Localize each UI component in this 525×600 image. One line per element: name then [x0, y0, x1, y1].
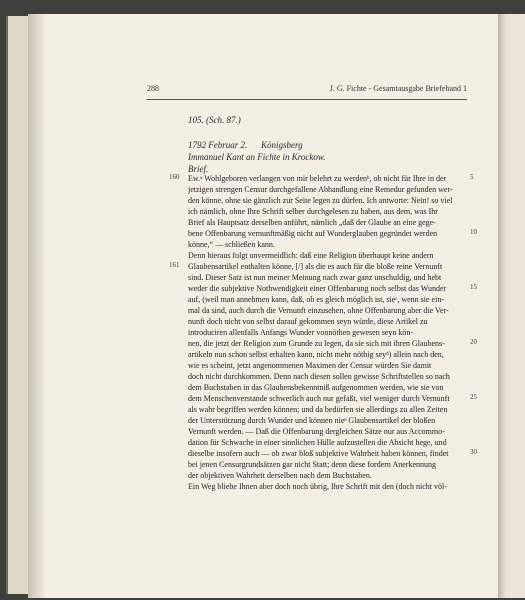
letter-from-to: Immanuel Kant an Fichte in Krockow. [188, 152, 326, 162]
text-line: Vernunft werden. — Daß die Offenbarung dergleichen Sätze nur aus Accommo- [188, 427, 445, 436]
margin-number-left: 161 [169, 261, 180, 269]
text-line: artikeln nun schon selbst erhalten kann, nicht mehr nöthig seyᵈ) allein nach den, [188, 350, 444, 359]
text-line: nen, die jetzt der Religion zum Grunde zu legen, da sie sich mit ihren Glaubens- [188, 339, 445, 348]
text-line: Brief als Hauptsatz derselben anführt, nämlich „daß der Glaube an eine gege- [188, 218, 436, 227]
page-number: 288 [147, 84, 159, 93]
text-line: den könne, ohne sie gänzlich zur Seite legen zu dürfen. Ich antworte: Nein! so viel [188, 196, 453, 205]
letter-type: Brief. [188, 164, 209, 174]
facing-page [498, 14, 525, 598]
text-line: Ein Weg bliebe Ihnen aber doch noch übrig, Ihre Schrift mit den (doch nicht völ- [188, 482, 447, 491]
letter-meta [188, 139, 325, 175]
text-line: der objektiven Wahrheit derselben nach dem Buchstaben. [188, 471, 372, 480]
margin-number-left: 160 [169, 173, 180, 181]
running-header [147, 84, 467, 98]
text-line: auf, (weil man annehmen kann, daß, ob es gleich möglich ist, sieᶜ, wenn sie ein- [188, 295, 444, 304]
text-line: nunft doch nicht von selbst darauf gekommen seyn würde, diese Artikel zu [188, 317, 428, 326]
margin-number-right: 20 [470, 338, 477, 346]
text-line: Ew.ᵃ Wohlgeboren verlangen von mir belehrt zu werdenᵇ, ob nicht für Ihre in der [188, 174, 447, 183]
text-line: jetzigen strengen Censur durchgefallene Abhandlung eine Remedur gefunden wer- [188, 185, 453, 194]
text-line: dem Menschenverstande schwerlich auch nur gefaßt, viel weniger durch Vernunft [188, 394, 450, 403]
text-line: wie es scheint, jetzt angenommenen Maximen der Censur würden Sie damit [188, 361, 432, 370]
text-line: weder die subjektive Nothwendigkeit einer Offenbarung noch selbst das Wunder [188, 284, 447, 293]
text-line: ich nämlich, ohne Ihre Schrift selber durchgelesen zu haben, aus dem, was Ihr [188, 207, 438, 216]
page-stack-edge [6, 16, 30, 594]
margin-number-right: 10 [470, 228, 477, 236]
margin-number-right: 15 [470, 283, 477, 291]
text-line: Denn hieraus folgt unvermeidlich: daß eine Religion überhaupt keine andern [188, 251, 434, 260]
running-title: J. G. Fichte - Gesamtausgabe Briefeband 1 [329, 84, 467, 93]
text-line: mal da sind, auch durch die Vernunft einzusehen, ohne Offenbarung aber die Ver- [188, 306, 449, 315]
text-line: als wahr begriffen werden können; und da bedürfen sie allerdings zu allen Zeiten [188, 405, 448, 414]
text-line: bene Offenbarung vernunftmäßig nicht auf Wunderglauben gegründet werden [188, 229, 438, 238]
letter-date: 1792 Februar 2. [188, 140, 248, 150]
text-line: doch nicht durchkommen. Denn nach diesen sollen gewisse Schriftstellen so nach [188, 372, 450, 381]
letter-body [188, 173, 466, 492]
margin-number-right: 30 [470, 448, 477, 456]
margin-number-right: 25 [470, 393, 477, 401]
text-line: der Unterstützung durch Wunder und können nieᵉ Glaubensartikel der bloßen [188, 416, 436, 425]
text-line: introduciren allenfalls Anfangs Wunder vonnöthen gewesen seyn kön- [188, 328, 414, 337]
margin-number-right: 5 [470, 173, 474, 181]
text-line: sind. Dieser Satz ist nun meiner Meinung nach zwar ganz unschuldig, und hebt [188, 273, 442, 282]
text-line: dem Buchstaben in das Glaubensbekenntniß aufgenommen werden, wie sie von [188, 383, 444, 392]
text-line: bei jenen Censurgrundsätzen gar nicht Statt; denn diese fordern Anerkennung [188, 460, 437, 469]
text-line: Glaubensartikel enthalten könne, [/] als die es auch für die bloße reine Vernunft [188, 262, 443, 271]
letter-place: Königsberg [261, 140, 303, 150]
letter-number: 105. (Sch. 87.) [188, 115, 241, 125]
text-line: dieselbe insofern auch — ob zwar bloß subjektive Wahrheit haben können, findet [188, 449, 449, 458]
text-line: könne,“ — schließen kann. [188, 240, 275, 249]
text-line: dation für Schwache in einer sinnlichen Hülle aufzustellen die Absicht hege, und [188, 438, 447, 447]
page-shadow [28, 14, 46, 598]
header-rule [147, 99, 467, 100]
